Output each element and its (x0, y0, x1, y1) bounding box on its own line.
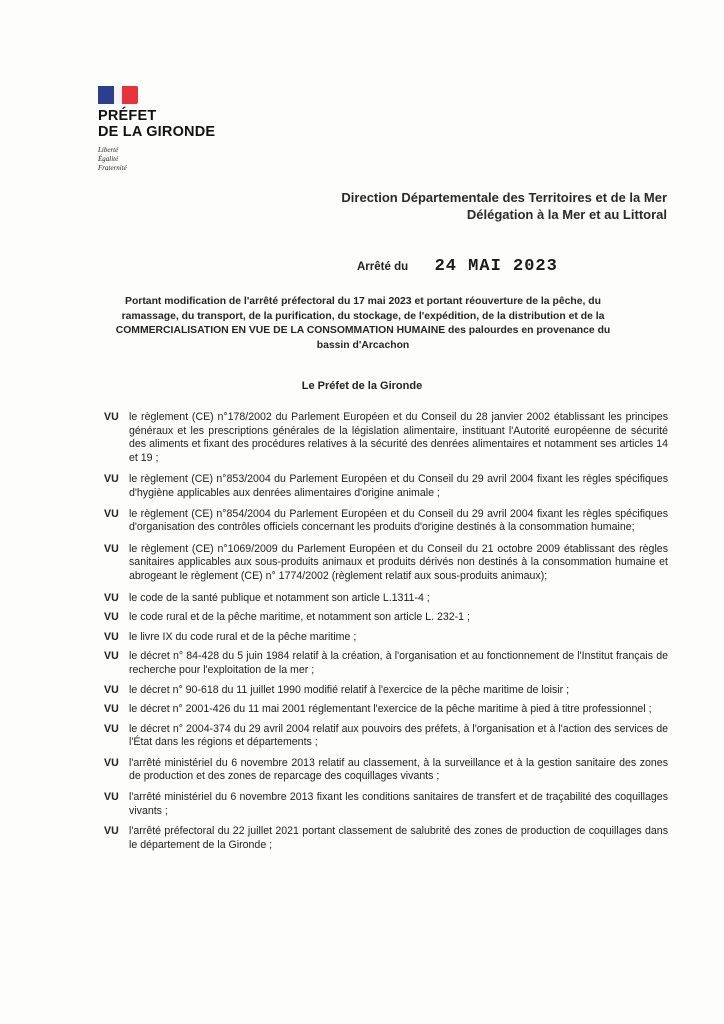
vu-marker: VU (104, 791, 119, 804)
vu-item (104, 723, 668, 750)
vu-list (104, 411, 668, 852)
vu-text: le code de la santé publique et notamment son article L.1311-4 ; (129, 591, 430, 604)
prefet-heading: Le Préfet de la Gironde (301, 380, 423, 392)
vu-text: le décret n° 84-428 du 5 juin 1984 relatif à la création, à l'organisation et au fonctionnement de l'Institut français de recherche pour l'exploitation de la mer ; (129, 650, 668, 676)
vu-marker: VU (104, 473, 119, 486)
vu-marker: VU (104, 703, 119, 716)
vu-marker: VU (104, 507, 119, 520)
logo-title-line2: DE LA GIRONDE (98, 124, 216, 140)
vu-marker: VU (104, 542, 119, 555)
delegation-name: Délégation à la Mer et au Littoral (466, 207, 667, 222)
vu-text: l'arrêté préfectoral du 22 juillet 2021 portant classement de salubrité des zones de production de coquillages dans le département de la Gironde ; (129, 825, 668, 851)
motto-liberte: Liberté (98, 146, 119, 154)
vu-item (104, 757, 668, 784)
motto-fraternite: Fraternité (98, 164, 127, 172)
arrete-subject: Portant modification de l'arrêté préfectoral du 17 mai 2023 et portant réouverture de la pêche, du ramassage, du transport, de la purification, du stockage, de l'expédition, de la distribution et de la COMMERCIALISATION EN VUE DE LA CONSOMMATION HUMAINE des palourdes en provenance du bassin d'Arcachon (115, 296, 611, 351)
vu-item (104, 650, 668, 677)
vu-item (104, 684, 668, 698)
vu-marker: VU (104, 722, 119, 735)
vu-item (104, 611, 668, 625)
arrete-label: Arrêté du (357, 261, 409, 273)
vu-marker: VU (104, 825, 119, 838)
vu-item (104, 411, 668, 465)
vu-text: le livre IX du code rural et de la pêche maritime ; (129, 630, 357, 643)
logo-title-line1: PRÉFET (98, 108, 157, 124)
vu-text: le décret n° 2001-426 du 11 mai 2001 réglementant l'exercice de la pêche maritime à pied à titre professionnel ; (129, 703, 652, 716)
vu-item (104, 703, 668, 717)
republic-motto (98, 146, 258, 173)
vu-text: le code rural et de la pêche maritime, et notamment son article L. 232-1 ; (129, 611, 470, 624)
vu-marker: VU (104, 650, 119, 663)
vu-text: le règlement (CE) n°853/2004 du Parlement Européen et du Conseil du 29 avril 2004 fixant les règles spécifiques d'hygiène applicables aux denrées alimentaires d'origine animale ; (129, 473, 668, 499)
vu-item (104, 791, 668, 818)
vu-text: l'arrêté ministériel du 6 novembre 2013 fixant les conditions sanitaires de transfert et de traçabilité des coquillages vivants ; (129, 791, 668, 817)
vu-marker: VU (104, 683, 119, 696)
arrete-stamped-date: 24 MAI 2023 (434, 257, 558, 276)
vu-item (104, 473, 668, 500)
vu-item (104, 592, 668, 606)
vu-marker: VU (104, 611, 119, 624)
marianne-logo (98, 86, 258, 173)
vu-text: le règlement (CE) n°854/2004 du Parlement Européen et du Conseil du 29 avril 2004 fixant les règles spécifiques d'organisation des contrôles officiels concernant les produits d'origine destinés à la consommation humaine; (129, 507, 668, 534)
vu-marker: VU (104, 591, 119, 604)
vu-marker: VU (104, 756, 119, 769)
vu-item (104, 543, 668, 584)
vu-item (104, 825, 668, 852)
motto-egalite: Égalité (98, 155, 119, 163)
vu-marker: VU (104, 411, 119, 423)
vu-text: le règlement (CE) n°178/2002 du Parlement Européen et du Conseil du 28 janvier 2002 établissant les principes généraux et les prescriptions générales de la législation alimentaire, instituant l'Autorité européenne de sécurité des aliments et fixant des procédures relatives à la sécurité des denrées alimentaires et notamment ses articles 14 et 19 ; (129, 411, 668, 464)
vu-marker: VU (104, 630, 119, 643)
vu-text: l'arrêté ministériel du 6 novembre 2013 relatif au classement, à la surveillance et à la gestion sanitaire des zones de production et des zones de reparcage des coquillages vivants ; (129, 756, 668, 783)
vu-item (104, 631, 668, 645)
direction-name: Direction Départementale des Territoires et de la Mer (341, 190, 667, 205)
arrete-date-line (357, 257, 558, 276)
vu-text: le règlement (CE) n°1069/2009 du Parlement Européen et du Conseil du 21 octobre 2009 établissant des règles sanitaires applicables aux sous-produits animaux et produits dérivés non destinés à la consommation humaine et abrogeant le règlement (CE) n° 1774/2002 (règlement relatif aux sous-produits animaux); (129, 542, 668, 582)
vu-text: le décret n° 90-618 du 11 juillet 1990 modifié relatif à l'exercice de la pêche maritime de loisir ; (129, 683, 570, 696)
vu-text: le décret n° 2004-374 du 29 avril 2004 relatif aux pouvoirs des préfets, à l'organisation et à l'action des services de l'État dans les régions et départements ; (129, 722, 668, 749)
issuing-department (341, 189, 667, 223)
vu-item (104, 508, 668, 535)
tricolor-flag-icon (98, 86, 138, 104)
